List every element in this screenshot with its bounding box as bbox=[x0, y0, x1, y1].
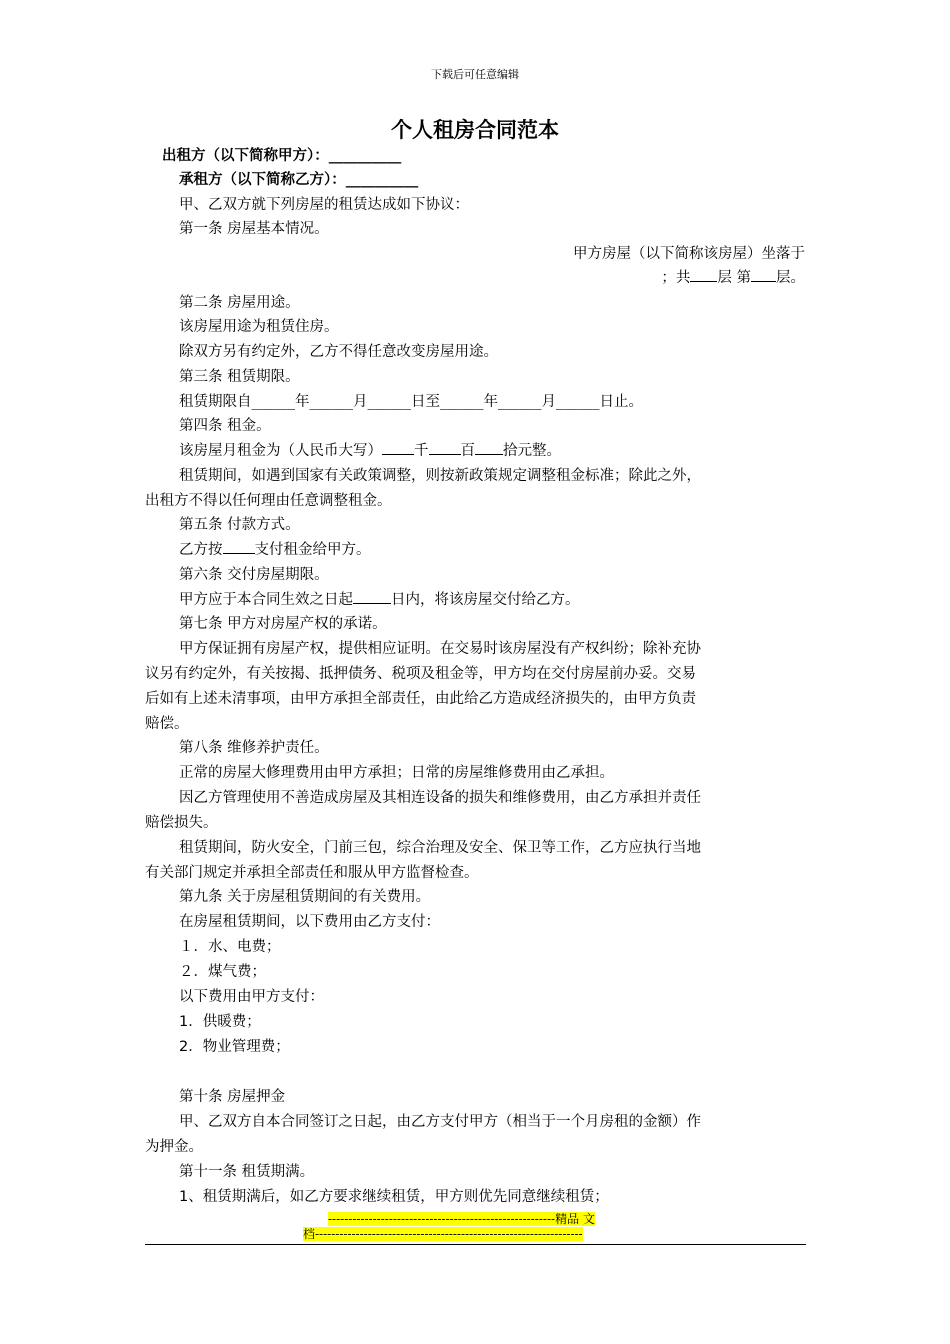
article-9-lessee-pays: 在房屋租赁期间，以下费用由乙方支付： bbox=[179, 914, 440, 930]
rent-thousands-blank bbox=[382, 440, 414, 455]
article-1-floors: ；共 层 第 层。 bbox=[0, 266, 950, 290]
footer-line-1 bbox=[0, 1212, 950, 1226]
article-8-title: 第八条 维修养护责任。 bbox=[179, 740, 329, 756]
floor-number-blank bbox=[751, 267, 776, 282]
article-6-delivery: 甲方应于本合同生效之日起 日内，将该房屋交付给乙方。 bbox=[0, 588, 950, 612]
article-3-term: 租赁期限自______年______月______日至______年______月______日止。 bbox=[179, 394, 643, 410]
document-title: 个人租房合同范本 bbox=[391, 118, 559, 142]
footer-line-2 bbox=[0, 1227, 950, 1241]
article-3-title: 第三条 租赁期限。 bbox=[179, 369, 300, 385]
article-1-location: 甲方房屋（以下简称该房屋）坐落于 bbox=[573, 246, 805, 262]
lessor-label: 出租方（以下简称甲方）： bbox=[162, 148, 329, 164]
article-2-p1: 该房屋用途为租赁住房。 bbox=[179, 319, 339, 335]
intro-text: 甲、乙双方就下列房屋的租赁达成如下协议： bbox=[179, 197, 469, 213]
total-floors-blank bbox=[690, 267, 717, 282]
article-2-title: 第二条 房屋用途。 bbox=[179, 295, 300, 311]
rent-tens-blank bbox=[475, 440, 503, 455]
footer-watermark-1: --------------------------------------------------------精品 文 bbox=[328, 1212, 595, 1226]
list-item: １．水、电费； bbox=[179, 939, 281, 955]
article-8-p1: 正常的房屋大修理费用由甲方承担；日常的房屋维修费用由乙承担。 bbox=[179, 765, 614, 781]
article-10-l2: 为押金。 bbox=[145, 1139, 203, 1155]
article-4-p2-l1: 租赁期间，如遇到国家有关政策调整，则按新政策规定调整租金标准；除此之外， bbox=[179, 468, 701, 484]
article-6-title: 第六条 交付房屋期限。 bbox=[179, 567, 329, 583]
article-8-p2-l1: 因乙方管理使用不善造成房屋及其相连设备的损失和维修费用，由乙方承担并责任 bbox=[179, 790, 701, 806]
article-9-lessor-pays: 以下费用由甲方支付： bbox=[179, 989, 324, 1005]
article-4-rent: 该房屋月租金为（人民币大写） 千 百 拾元整。 bbox=[0, 439, 950, 463]
list-item: 1．供暖费； bbox=[179, 1014, 261, 1030]
footer-divider bbox=[145, 1244, 806, 1245]
footer-watermark-2: 档------------------------------------------------------------------ bbox=[303, 1227, 583, 1241]
article-8-p3-l1: 租赁期间，防火安全，门前三包，综合治理及安全、保卫等工作，乙方应执行当地 bbox=[179, 840, 701, 856]
lessor-line bbox=[0, 144, 950, 168]
delivery-days-blank bbox=[353, 589, 391, 604]
article-7-l3: 后如有上述未清事项，由甲方承担全部责任，由此给乙方造成经济损失的，由甲方负责 bbox=[145, 691, 696, 707]
page-header: 下载后可任意编辑 bbox=[431, 68, 519, 81]
payment-method-blank bbox=[223, 539, 255, 554]
article-7-title: 第七条 甲方对房屋产权的承诺。 bbox=[179, 616, 387, 632]
article-7-l2: 议另有约定外，有关按揭、抵押债务、税项及租金等，甲方均在交付房屋前办妥。交易 bbox=[145, 666, 696, 682]
article-1-title: 第一条 房屋基本情况。 bbox=[179, 221, 329, 237]
list-item: ２．煤气费； bbox=[179, 964, 266, 980]
article-4-title: 第四条 租金。 bbox=[179, 418, 271, 434]
list-item: 2．物业管理费； bbox=[179, 1039, 290, 1055]
rent-hundreds-blank bbox=[429, 440, 461, 455]
article-9-title: 第九条 关于房屋租赁期间的有关费用。 bbox=[179, 889, 431, 905]
article-5-payment: 乙方按 支付租金给甲方。 bbox=[0, 538, 950, 562]
lessee-label: 承租方（以下简称乙方）： bbox=[179, 172, 346, 188]
article-8-p2-l2: 赔偿损失。 bbox=[145, 815, 218, 831]
article-4-p2-l2: 出租方不得以任何理由任意调整租金。 bbox=[145, 493, 392, 509]
article-2-p2: 除双方另有约定外，乙方不得任意改变房屋用途。 bbox=[179, 344, 498, 360]
article-11-p1: 1、租赁期满后，如乙方要求继续租赁，甲方则优先同意继续租赁； bbox=[179, 1189, 609, 1205]
article-10-title: 第十条 房屋押金 bbox=[179, 1089, 286, 1105]
lessor-blank: __________ bbox=[328, 148, 402, 164]
lessee-line bbox=[0, 168, 950, 192]
article-11-title: 第十一条 租赁期满。 bbox=[179, 1164, 315, 1180]
article-10-l1: 甲、乙双方自本合同签订之日起，由乙方支付甲方（相当于一个月房租的金额）作 bbox=[179, 1114, 701, 1130]
article-5-title: 第五条 付款方式。 bbox=[179, 517, 300, 533]
article-7-l4: 赔偿。 bbox=[145, 716, 189, 732]
lessee-blank: __________ bbox=[345, 172, 419, 188]
article-7-l1: 甲方保证拥有房屋产权，提供相应证明。在交易时该房屋没有产权纠纷；除补充协 bbox=[179, 641, 701, 657]
article-8-p3-l2: 有关部门规定并承担全部责任和服从甲方监督检查。 bbox=[145, 865, 479, 881]
